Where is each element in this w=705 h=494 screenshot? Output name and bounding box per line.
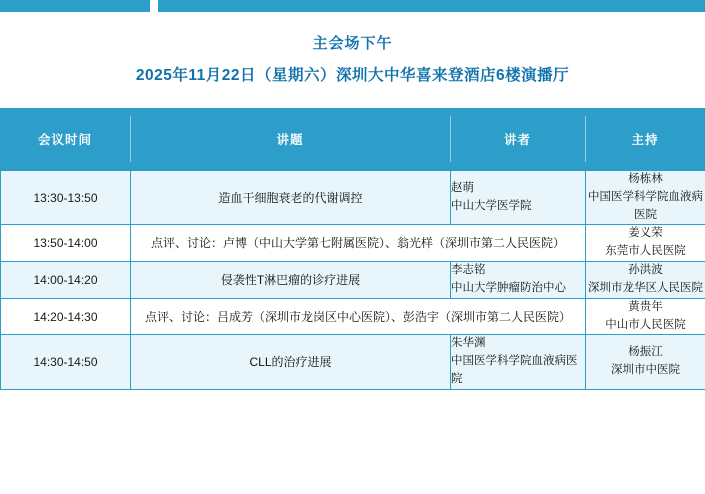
table-header-band <box>0 108 705 170</box>
speaker-affiliation: 中山大学肿瘤防治中心 <box>451 281 566 294</box>
row-speaker <box>451 171 586 225</box>
table-row <box>1 298 705 335</box>
speaker-name: 朱华渊 <box>451 337 486 350</box>
row-host <box>586 262 705 299</box>
row-topic: CLL的治疗进展 <box>131 335 451 389</box>
column-header-host: 主持 <box>631 133 659 147</box>
row-time: 14:20-14:30 <box>1 298 131 335</box>
row-time: 13:50-14:00 <box>1 225 131 262</box>
host-affiliation-cont: 医院 <box>634 208 657 221</box>
row-host <box>586 335 705 389</box>
host-affiliation: 东莞市人民医院 <box>605 245 686 258</box>
row-topic: 造血干细胞衰老的代谢调控 <box>131 171 451 225</box>
top-strip-left-block <box>0 0 150 12</box>
host-affiliation: 深圳市龙华区人民医院 <box>588 281 703 294</box>
host-affiliation: 深圳市中医院 <box>611 364 680 377</box>
speaker-affiliation: 中国医学科学院血液病医院 <box>451 355 578 385</box>
session-datetime-venue: 2025年11月22日（星期六）深圳大中华喜来登酒店6楼演播厅 <box>135 67 570 84</box>
column-header-topic: 讲题 <box>276 133 304 147</box>
top-strip-gap <box>150 0 158 12</box>
host-name: 杨振江 <box>628 346 663 359</box>
row-host <box>586 171 705 225</box>
top-strip-right-block <box>158 0 705 12</box>
row-topic: 侵袭性T淋巴瘤的诊疗进展 <box>131 262 451 299</box>
row-host <box>586 298 705 335</box>
table-row <box>1 335 705 389</box>
column-header-time: 会议时间 <box>37 133 92 147</box>
page-title-banner <box>0 12 705 100</box>
table-row <box>1 225 705 262</box>
header-divider <box>450 116 451 162</box>
speaker-name: 李志铭 <box>451 264 486 277</box>
table-row <box>1 262 705 299</box>
row-speaker <box>451 262 586 299</box>
host-name: 黄贵年 <box>628 300 663 313</box>
header-divider <box>585 116 586 162</box>
header-divider <box>130 116 131 162</box>
host-name: 姜义荣 <box>628 227 663 240</box>
row-time: 14:30-14:50 <box>1 335 131 389</box>
agenda-table <box>0 170 705 390</box>
speaker-affiliation: 中山大学医学院 <box>451 199 532 212</box>
row-time: 14:00-14:20 <box>1 262 131 299</box>
host-affiliation: 中山市人民医院 <box>605 318 686 331</box>
row-discussion-topic: 点评、讨论：卢博（中山大学第七附属医院）、翁光样（深圳市第二人民医院） <box>131 225 586 262</box>
row-speaker <box>451 335 586 389</box>
row-discussion-topic: 点评、讨论：吕成芳（深圳市龙岗区中心医院）、彭浩宇（深圳市第二人民医院） <box>131 298 586 335</box>
row-host <box>586 225 705 262</box>
table-row <box>1 171 705 225</box>
top-decorative-strip <box>0 0 705 12</box>
row-time: 13:30-13:50 <box>1 171 131 225</box>
host-name: 孙洪波 <box>628 264 663 277</box>
host-name: 杨栋林 <box>628 173 663 185</box>
column-header-speaker: 讲者 <box>503 133 531 147</box>
host-affiliation: 中国医学科学院血液病 <box>588 190 703 203</box>
session-title: 主会场下午 <box>312 35 393 52</box>
speaker-name: 赵萌 <box>451 181 474 194</box>
